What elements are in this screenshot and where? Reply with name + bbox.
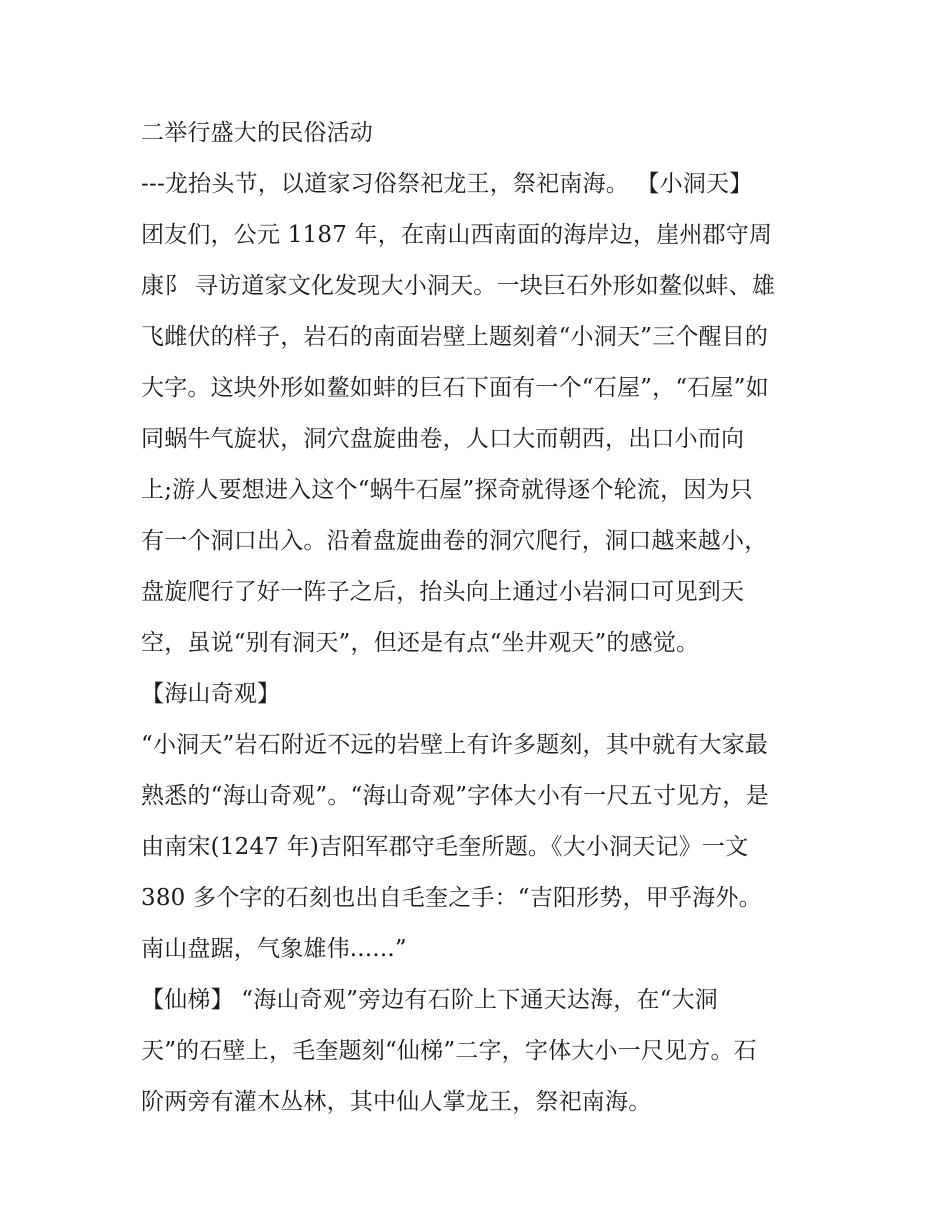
document-body [141,108,831,1128]
text-line: 由南宋(1247 年)吉阳军郡守毛奎所题。《大小洞天记》一文 [141,834,749,860]
text-line: 大字。这块外形如鳌如蚌的巨石下面有一个“石屋”，“石屋”如 [141,375,769,401]
section-heading: 【海山奇观】 [141,681,281,707]
text-line: 上;游人要想进入这个“蜗牛石屋”探奇就得逐个轮流，因为只 [141,477,753,503]
text-line: “小洞天”岩石附近不远的岩壁上有许多题刻，其中就有大家最 [141,732,769,758]
text-line: 盘旋爬行了好一阵子之后，抬头向上通过小岩洞口可见到天 [141,579,745,605]
text-line: 康阝 寻访道家文化发现大小洞天。一块巨石外形如鳌似蚌、雄 [141,273,775,299]
text-line: 熟悉的“海山奇观”。“海山奇观”字体大小有一尺五寸见方，是 [141,783,769,809]
text-line: 有一个洞口出入。沿着盘旋曲卷的洞穴爬行，洞口越来越小， [141,528,768,554]
text-line: 空，虽说“别有洞天”，但还是有点“坐井观天”的感觉。 [141,630,700,656]
text-line: 飞雌伏的样子，岩石的南面岩壁上题刻着“小洞天”三个醒目的 [141,324,769,350]
text-line: 阶两旁有灌木丛林，其中仙人掌龙王，祭祀南海。 [141,1089,652,1115]
text-line: 南山盘踞，气象雄伟......” [141,936,407,962]
text-line: 同蜗牛气旋状，洞穴盘旋曲卷，人口大而朝西，出口小而向 [141,426,745,452]
text-line: ---龙抬头节，以道家习俗祭祀龙王，祭祀南海。 【小洞天】 [141,171,753,197]
heading-line: 二举行盛大的民俗活动 [141,120,373,146]
text-line: 团友们，公元 1187 年，在南山西南面的海岸边，崖州郡守周 [141,222,773,248]
text-line: 【仙梯】 “海山奇观”旁边有石阶上下通天达海，在“大洞 [141,987,718,1013]
text-line: 天”的石壁上，毛奎题刻“仙梯”二字，字体大小一尺见方。石 [141,1038,757,1064]
text-line: 380 多个字的石刻也出自毛奎之手：“吉阳形势，甲乎海外。 [141,885,762,911]
